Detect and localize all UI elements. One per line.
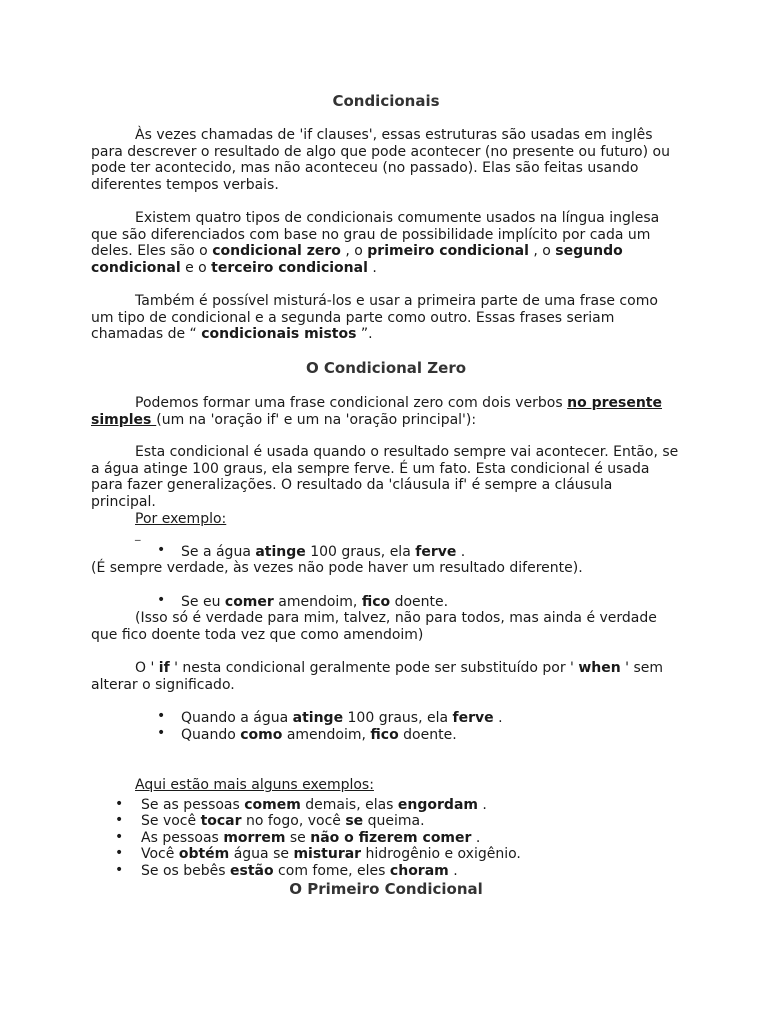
underline-mark: _ xyxy=(135,528,141,541)
page-title: Condicionais xyxy=(332,92,440,110)
example-2-note: (Isso só é verdade para mim, talvez, não para todos, mas ainda é verdade que fico doente toda vez que como amendoim) xyxy=(91,610,657,643)
term-segundo-condicional: segundo condicional xyxy=(91,243,623,276)
section-heading-primeiro: O Primeiro Condicional xyxy=(289,880,483,898)
list-item: Você obtém água se misturar hidrogênio e oxigênio. xyxy=(141,846,521,862)
example-1-note: (É sempre verdade, às vezes não pode haver um resultado diferente). xyxy=(91,560,583,576)
list-item: As pessoas morrem se não o fizerem comer . xyxy=(141,830,481,846)
bullet-icon: • xyxy=(157,542,166,558)
bullet-icon: • xyxy=(115,862,124,878)
bullet-icon: • xyxy=(115,812,124,828)
por-exemplo-label: Por exemplo: xyxy=(135,511,227,527)
bullet-icon: • xyxy=(115,796,124,812)
section-heading-zero: O Condicional Zero xyxy=(305,359,467,377)
bullet-icon: • xyxy=(157,592,166,608)
example-4: Quando como amendoim, fico doente. xyxy=(181,727,457,743)
list-item: Se os bebês estão com fome, eles choram . xyxy=(141,863,458,879)
example-3: Quando a água atinge 100 graus, ela ferve . xyxy=(181,710,503,726)
list-item: Se você tocar no fogo, você se queima. xyxy=(141,813,425,829)
mais-exemplos-label: Aqui estão mais alguns exemplos: xyxy=(135,777,374,793)
bullet-icon: • xyxy=(115,845,124,861)
term-presente-simples: no presente simples xyxy=(91,395,662,428)
example-1: Se a água atinge 100 graus, ela ferve . xyxy=(181,544,466,560)
zero-usage-paragraph: Esta condicional é usada quando o resultado sempre vai acontecer. Então, se a água atinge 100 graus, ela sempre ferve. É um fato. Esta condicional é usada para fazer generalizações. O resultado da 'cláusula if' é sempre a cláusula principal. xyxy=(91,444,679,510)
term-condicional-zero: condicional zero xyxy=(212,243,341,260)
types-paragraph: Existem quatro tipos de condicionais comumente usados na língua inglesa que são diferenciados com base no grau de possibilidade implícito por cada um deles. Eles são o condicional zero , o primeiro condicional , o segundo condicional e o terceiro condicional . xyxy=(91,210,660,276)
term-condicionais-mistos: condicionais mistos xyxy=(201,326,357,343)
term-terceiro-condicional: terceiro condicional xyxy=(211,259,368,276)
example-2: Se eu comer amendoim, fico doente. xyxy=(181,594,449,610)
mixed-paragraph: Também é possível misturá-los e usar a primeira parte de uma frase como um tipo de condicional e a segunda parte como outro. Essas frases seriam chamadas de “ condicionais mistos ”. xyxy=(91,293,658,343)
bullet-icon: • xyxy=(157,708,166,724)
if-when-paragraph: O ' if ' nesta condicional geralmente pode ser substituído por ' when ' sem alterar o significado. xyxy=(91,660,664,693)
intro-paragraph: Às vezes chamadas de 'if clauses', essas estruturas são usadas em inglês para descrever o resultado de algo que pode acontecer (no presente ou futuro) ou pode ter acontecido, mas não aconteceu (no passado). Elas são feitas usando diferentes tempos verbais. xyxy=(91,127,670,193)
list-item: Se as pessoas comem demais, elas engordam . xyxy=(141,797,487,813)
zero-formation-paragraph: Podemos formar uma frase condicional zero com dois verbos no presente simples (um na 'oração if' e um na 'oração principal'): xyxy=(91,395,662,428)
term-primeiro-condicional: primeiro condicional xyxy=(367,243,529,260)
bullet-icon: • xyxy=(115,829,124,845)
bullet-icon: • xyxy=(157,725,166,741)
